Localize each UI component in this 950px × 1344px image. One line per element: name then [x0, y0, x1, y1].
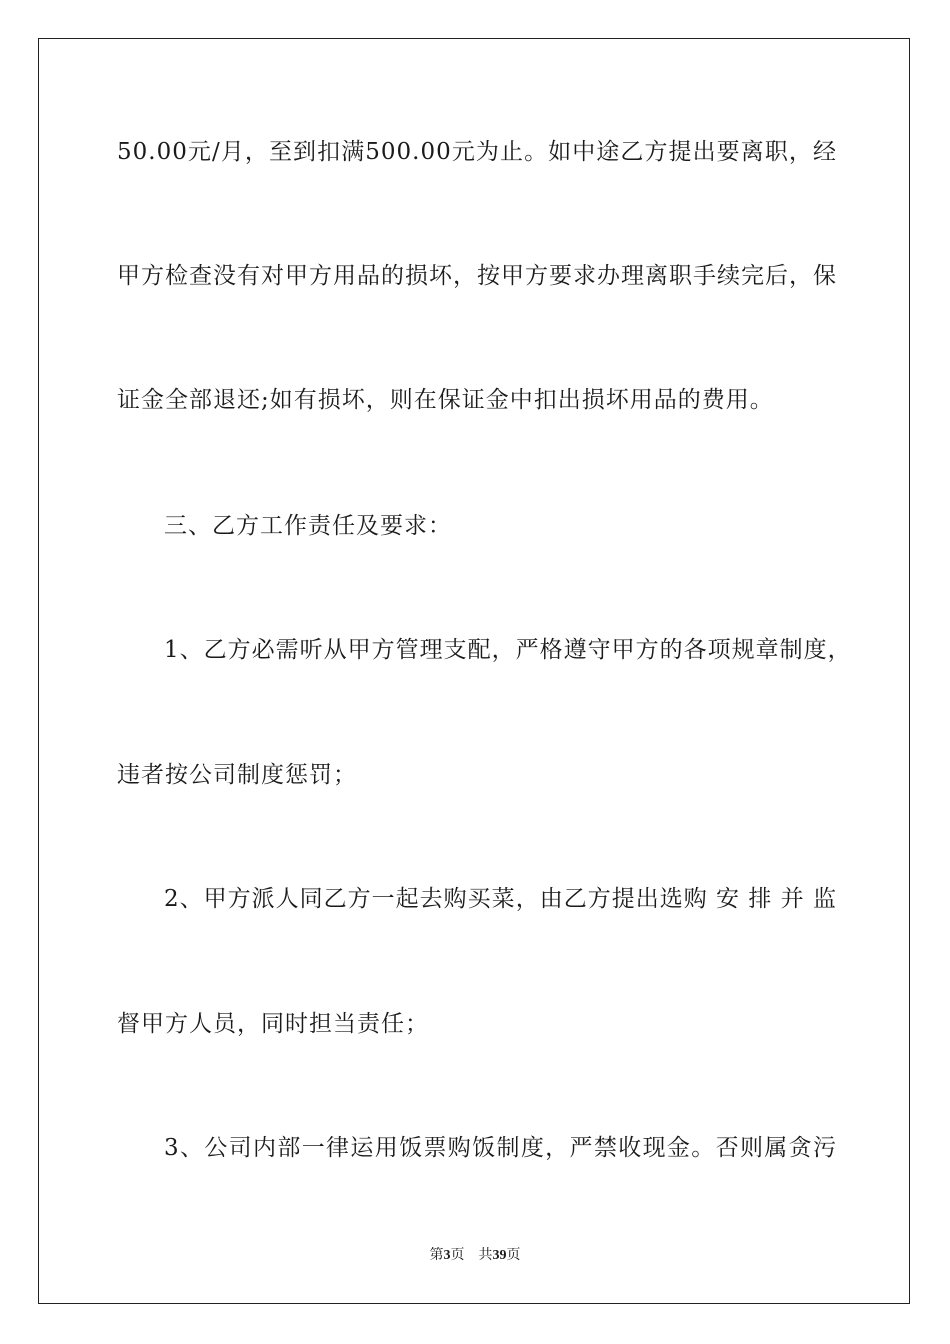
body-line-7: 2、甲方派人同乙方一起去购买菜，由乙方提出选购 安 排 并 监 [164, 886, 837, 912]
body-line-5: 1、乙方必需听从甲方管理支配，严格遵守甲方的各项规章制度， [164, 637, 852, 663]
body-line-8: 督甲方人员，同时担当责任； [117, 1011, 429, 1037]
body-line-6: 违者按公司制度惩罚； [117, 762, 357, 788]
total-suffix: 页 [506, 1248, 521, 1263]
page-prefix: 第 [429, 1248, 444, 1263]
body-line-1: 50.00元/月，至到扣满500.00元为止。如中途乙方提出要离职，经 [117, 139, 837, 165]
section-heading: 三、乙方工作责任及要求： [164, 513, 452, 539]
total-prefix: 共 [478, 1248, 493, 1263]
body-line-2: 甲方检查没有对甲方用品的损坏，按甲方要求办理离职手续完后，保 [117, 263, 837, 289]
page-footer [0, 1247, 950, 1265]
body-line-9: 3、公司内部一律运用饭票购饭制度，严禁收现金。否则属贪污 [164, 1135, 837, 1161]
body-line-3: 证金全部退还;如有损坏，则在保证金中扣出损坏用品的费用。 [117, 387, 774, 413]
total-page-count: 39 [492, 1248, 507, 1263]
current-page-number: 3 [443, 1248, 451, 1263]
page-suffix: 页 [450, 1248, 465, 1263]
page-border [38, 38, 910, 1304]
